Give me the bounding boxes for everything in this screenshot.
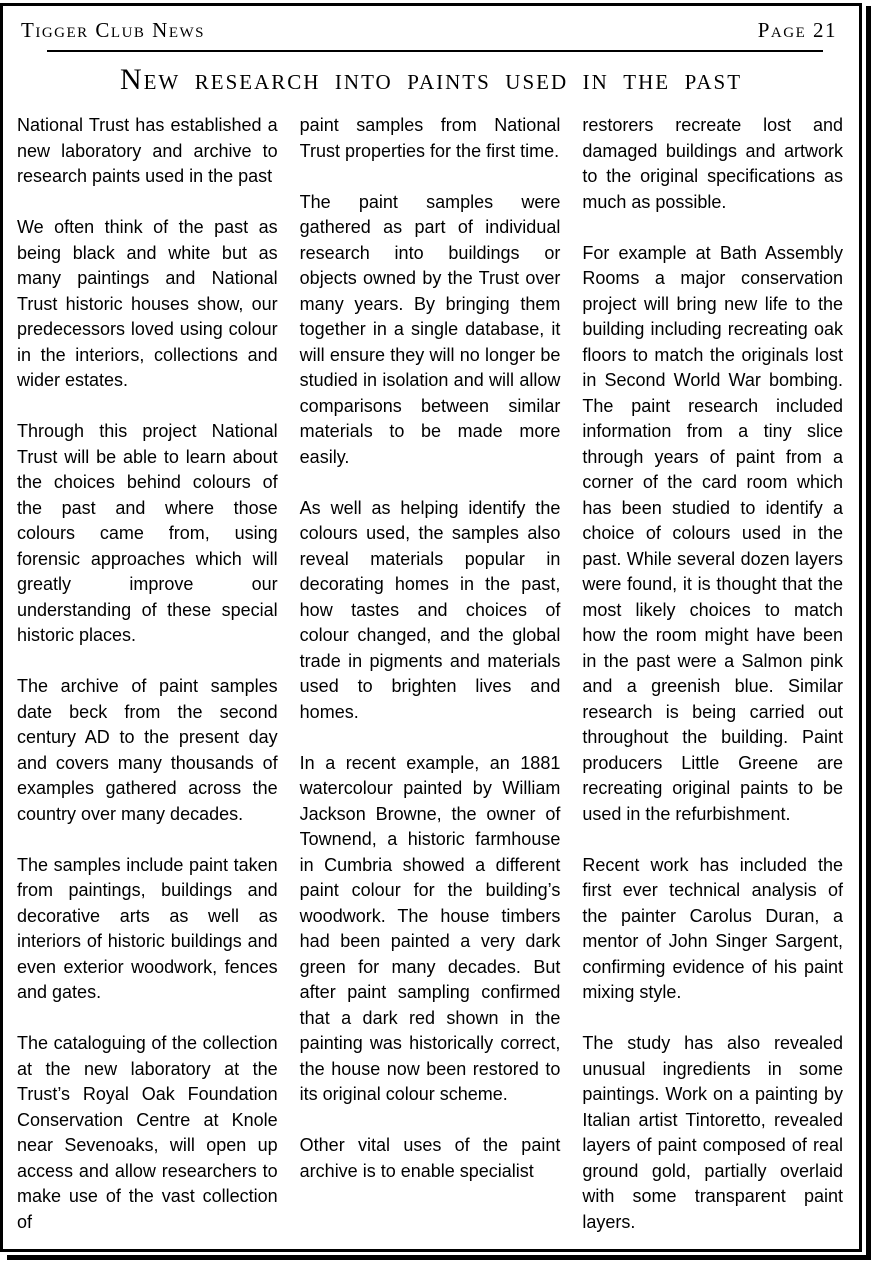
article-paragraph: As well as helping identify the colours used, the samples also reveal materials popular in decorating homes in the past, how tastes and choices of colour changed, and the global trade in pigments and materials used to brighten lives and homes. (299, 497, 561, 722)
article-paragraph: Recent work has included the first ever technical analysis of the painter Carolus Duran, a mentor of John Singer Sargent, confirming evidence of his paint mixing style. (582, 854, 844, 1002)
article-paragraph: National Trust has established a new laboratory and archive to research paints used in the past (17, 115, 278, 186)
article-paragraph: restorers recreate lost and damaged buildings and artwork to the original specifications as much as possible. (582, 115, 844, 212)
masthead: Tigger Club News (21, 18, 205, 42)
article-body (3, 97, 859, 1261)
frame-shadow-bottom (7, 1255, 871, 1260)
article-paragraph: The cataloguing of the collection at the new laboratory at the Trust’s Royal Oak Foundation Conservation Centre at Knole near Sevenoaks, will open up access and allow researchers to make use of the vast collection of (17, 1033, 278, 1232)
article-paragraph: The paint samples were gathered as part of individual research into buildings or objects owned by the Trust over many years. By bringing them together in a single database, it will ensure they will no longer be studied in isolation and will allow comparisons between similar materials to be made more easily. (299, 191, 561, 467)
article-paragraph: For example at Bath Assembly Rooms a major conservation project will bring new life to the building including recreating oak floors to match the originals lost in Second World War bombing. The paint research included information from a tiny slice through years of paint from a corner of the card room which has been studied to identify a choice of colours used in the past. While several dozen layers were found, it is thought that the most likely choices to match how the room might have been in the past were a Salmon pink and a greenish blue. Similar research is being carried out throughout the building. Paint producers Little Greene are recreating original paints to be used in the refurbishment. (582, 242, 844, 824)
article-paragraph: The archive of paint samples date beck from the second century AD to the present day and covers many thousands of examples gathered across the country over many decades. (17, 676, 278, 824)
article-paragraph: Through this project National Trust will be able to learn about the choices behind colours of the past and where those colours came from, using forensic approaches which will greatly improve our understanding of these special historic places. (17, 421, 278, 645)
frame-shadow-right (866, 6, 871, 1259)
article-paragraph: paint samples from National Trust properties for the first time. (299, 115, 561, 161)
article-column-1 (17, 113, 278, 1261)
page-number: Page 21 (757, 18, 837, 42)
headline: New research into paints used in the past (119, 63, 743, 96)
article-paragraph: Other vital uses of the paint archive is to enable specialist (299, 1135, 561, 1181)
page-frame (0, 3, 862, 1252)
article-paragraph: In a recent example, an 1881 watercolour painted by William Jackson Browne, the owner of Townend, a historic farmhouse in Cumbria showed a different paint colour for the building’s woodwork. The house timbers had been painted a very dark green for many decades. But after paint sampling confirmed that a dark red shown in the painting was historically correct, the house now been restored to its original colour scheme. (299, 752, 561, 1104)
article-column-2 (300, 113, 561, 1261)
header-rule (47, 50, 823, 52)
article-paragraph: The samples include paint taken from paintings, buildings and decorative arts as well as interiors of historic buildings and even exterior woodwork, fences and gates. (17, 854, 278, 1002)
page-header (3, 6, 859, 43)
article-column-3 (582, 113, 843, 1261)
article-paragraph: The study has also revealed unusual ingredients in some paintings. Work on a painting by Italian artist Tintoretto, revealed layers of paint composed of real ground gold, partially overlaid with some transparent paint layers. (582, 1033, 844, 1232)
article-paragraph: We often think of the past as being black and white but as many paintings and National Trust historic houses show, our predecessors loved using colour in the interiors, collections and wider estates. (17, 217, 278, 390)
